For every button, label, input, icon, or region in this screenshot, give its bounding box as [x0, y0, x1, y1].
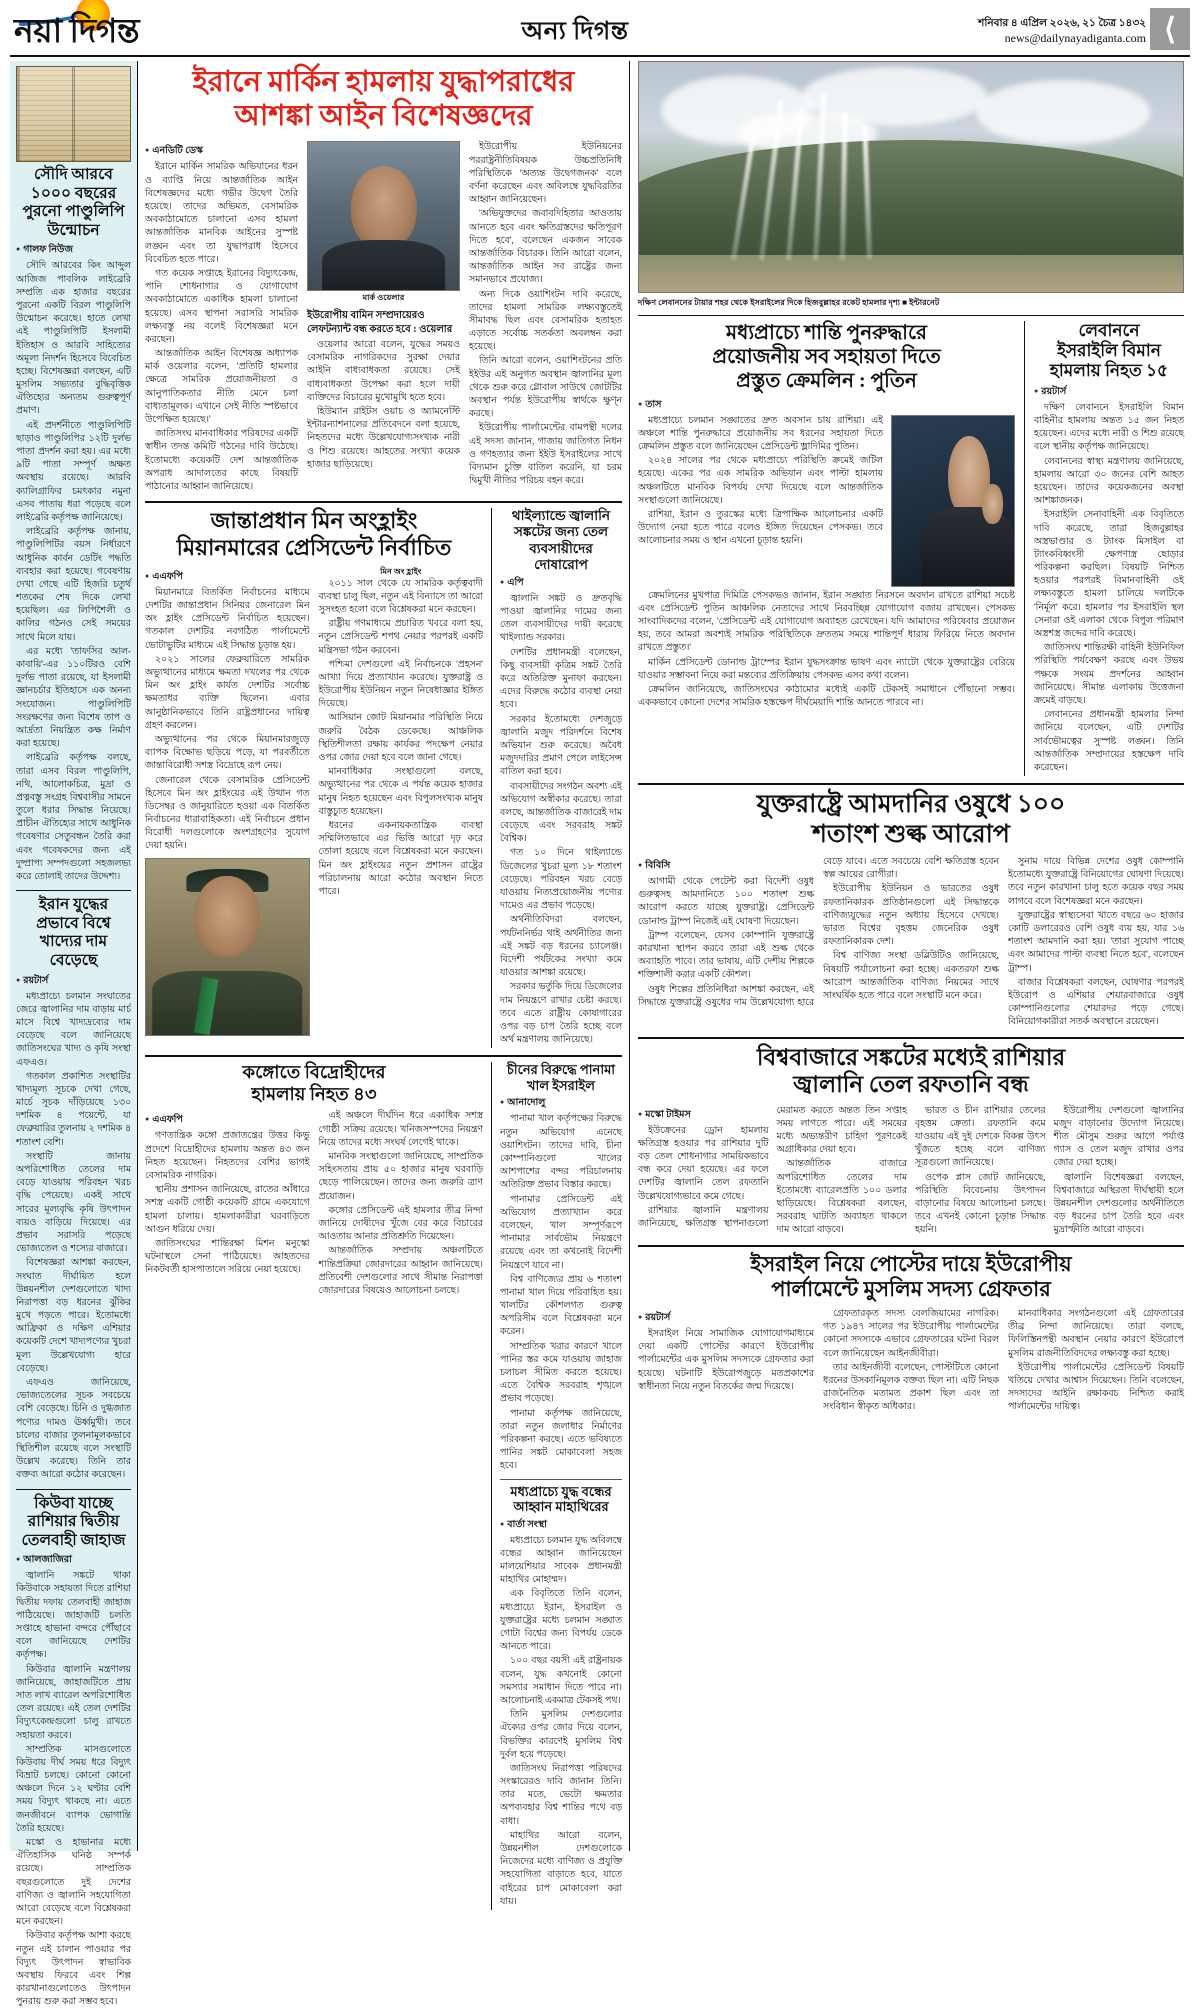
paragraph: কিউবার জ্বালানি মন্ত্রণালয় জানিয়েছে, জাহাজটিতে প্রায় সাত লাখ ব্যারেল অপরিশোধিত তেল রয়েছে। এই তেল দেশটির বিদ্যুৎকেন্দ্রগুলো চালু রাখতে সহায়তা করবে। [16, 1664, 131, 1743]
paragraph: ইসরাইল নিয়ে সামাজিক যোগাযোগমাধ্যমে দেয়া একটি পোস্টের কারণে ইউরোপীয় পার্লামেন্টের এক মুসলিম সদস্যকে গ্রেফতার করা হয়েছে। ঘটনাটি ইউরোপজুড়ে মতপ্রকাশের স্বাধীনতা নিয়ে নতুন বিতর্কের জন্ম দিয়েছে। [638, 1328, 814, 1394]
congo-headline-line2[interactable]: হামলায় নিহত ৪৩ [145, 1084, 483, 1106]
page-body [10, 61, 1190, 1851]
putin-photo [891, 415, 1015, 587]
paragraph: বিশেষজ্ঞরা আশঙ্কা করছেন, সংঘাত দীর্ঘায়িত হলে উন্নয়নশীল দেশগুলোতে খাদ্য নিরাপত্তা বড় ধরনের ঝুঁকির মুখে পড়তে পারে। ইতোমধ্যে আফ্রিকা ও দক্ষিণ এশিয়ার কয়েকটি দেশে খাদ্যপণ্যের খুচরা মূল্য উল্লেখযোগ্য হারে বেড়েছে। [16, 1257, 131, 1376]
section-title: অন্য দিগন্ত [260, 5, 890, 54]
story-tariff [638, 790, 1184, 1029]
paragraph: পানামা খাল কর্তৃপক্ষের বিরুদ্ধে নতুন অভিযোগ এনেছে ওয়াশিংটন। তাদের দাবি, চীনা কোম্পানিগুলো খালের আশপাশের বন্দর পরিচালনায় অতিরিক্ত প্রভাব বিস্তার করছে। [500, 1113, 622, 1192]
newspaper-logo[interactable] [10, 0, 260, 61]
paragraph: ইউরোপীয় পার্লামেন্টের বামপন্থী দলের এই সদস্য জানান, গাজায় জাতিগত নিধন ও গণহত্যার জন্য ইইউ ইসরাইলের সাথে বিদ্যমান চুক্তি বাতিল করেনি, যা চরম দ্বিমুখী নীতির পরিচয় বহন করে। [469, 422, 622, 488]
paragraph: ওপেক প্লাস জোট জানিয়েছে, পরিস্থিতি বিবেচনায় উৎপাদন বাড়ানোর বিষয়ে আলোচনা চলছে। তবে এখনই কোনো চূড়ান্ত সিদ্ধান্ত হয়নি। [915, 1172, 1046, 1238]
paragraph: রাষ্ট্রীয় গণমাধ্যমে প্রচারিত খবরে বলা হয়, নতুন প্রেসিডেন্ট শপথ নেয়ার পরপরই একটি মন্ত্রিসভা গঠন করবেন। [319, 618, 484, 658]
paragraph: এর মধ্যে 'তাফসির আল-কাবায়ি'-এর ১১০টিরও বেশি দুর্লভ পাতা রয়েছে, যা ইসলামী জ্ঞানচর্চার ইতিহাসে এক অনন্য সংযোজন। পাণ্ডুলিপিটি সংরক্ষণের জন্য বিশেষ তাপ ও আর্দ্রতা নিয়ন্ত্রিত কক্ষ নির্মাণ করা হয়েছে। [16, 646, 131, 752]
tariff-headline-line1[interactable]: যুক্তরাষ্ট্রে আমদানির ওষুধে ১০০ [638, 790, 1184, 820]
story-myanmar [145, 508, 492, 1048]
paragraph: বিশ্ব বাণিজ্যের প্রায় ৬ শতাংশ পানামা খাল দিয়ে পরিবাহিত হয়। খালটির কৌশলগত গুরুত্ব অপরিসীম বলে বিশ্লেষকরা মনে করেন। [500, 1274, 622, 1340]
paragraph: লেবাননের স্বাস্থ্য মন্ত্রণালয় জানিয়েছে, হামলায় আরো ৩০ জনের বেশি আহত হয়েছেন। তাদের কয়েকজনের অবস্থা আশঙ্কাজনক। [1034, 456, 1184, 509]
story-panama-mahathir [500, 1062, 622, 1910]
thai-headline-line2[interactable]: সঙ্কটের জন্য তেল [500, 524, 622, 540]
paragraph: জ্বালানি সঙ্কটে থাকা কিউবাকে সহায়তা দিতে রাশিয়া দ্বিতীয় দফায় তেলবাহী জাহাজ পাঠিয়েছে। জাহাজটি চলতি সপ্তাহে হাভানা বন্দরে পৌঁছাবে বলে জানিয়েছে দেশটির কর্তৃপক্ষ। [16, 1570, 131, 1662]
right-divider-2 [638, 783, 1184, 785]
logo-text: নয়া দিগন্ত [10, 5, 139, 61]
sidebar-headline-3[interactable]: কিউবা যাচ্ছে রাশিয়ার দ্বিতীয় তেলবাহী জাহাজ [16, 1495, 131, 1551]
paragraph: কঙ্গোর প্রেসিডেন্ট এই হামলার তীব্র নিন্দা জানিয়ে দোষীদের খুঁজে বের করে বিচারের আওতায় আনার প্রতিশ্রুতি দিয়েছেন। [319, 1205, 484, 1245]
mid-row-myanmar-thai [145, 508, 622, 1048]
mep-byline: ● রয়টার্স [638, 1311, 814, 1326]
paragraph: সাম্প্রতিক খরার কারণে খালে পানির স্তর কমে যাওয়ায় জাহাজ চলাচল সীমিত করতে হয়েছে। এতে বৈশ্বিক সরবরাহ শৃঙ্খলে প্রভাব পড়েছে। [500, 1341, 622, 1407]
thai-headline-line1[interactable]: থাইল্যান্ডে জ্বালানি [500, 508, 622, 524]
caption-lebanon-row [638, 296, 1184, 309]
paragraph: ব্যবসায়ীদের সংগঠন অবশ্য এই অভিযোগ অস্বীকার করেছে। তারা বলছে, আন্তর্জাতিক বাজারেই দাম বেড়েছে এবং সরবরাহ সঙ্কট বৈশ্বিক। [500, 781, 622, 847]
photo-credit: ■ ইন্টারনেট [902, 298, 939, 307]
putin-lebanon-row [638, 321, 1184, 776]
paragraph: পশ্চিমা দেশগুলো এই নির্বাচনকে 'প্রহসন' আখ্যা দিয়ে প্রত্যাখ্যান করেছে। যুক্তরাষ্ট্র ও ইউরোপীয় ইউনিয়ন নতুন নিষেধাজ্ঞার ইঙ্গিত দিয়েছে। [319, 659, 484, 712]
russia-oil-byline: ● মস্কো টাইমস [638, 1108, 769, 1123]
paragraph: পানামা কর্তৃপক্ষ জানিয়েছে, তারা নতুন জলাধার নির্মাণের পরিকল্পনা করছে। এতে ভবিষ্যতে পানির সঙ্কট মোকাবেলা সহজ হবে। [500, 1408, 622, 1474]
lead-story [145, 61, 622, 494]
sidebar-headline-2[interactable]: ইরান যুদ্ধের প্রভাবে বিশ্বে খাদ্যের দাম বেড়েছে [16, 896, 131, 970]
story-lebanon [1034, 321, 1184, 776]
paragraph: ইসরাইলি সেনাবাহিনী এক বিবৃতিতে দাবি করেছে, তারা হিজবুল্লাহর অস্ত্রভাণ্ডার ও ট্যাংক মিসাইল বা ট্যাংকবিধ্বংসী ক্ষেপণাস্ত্র ছোড়ার পরিকল্পনা করছিল। বিষয়টি নিশ্চিত হওয়ার পরপরই বিমানবাহিনী ওই লক্ষ্যবস্তুতে হামলা চালিয়ে দলটিকে 'নির্মূল' করে। হামলার পর ইসরাইলি স্থল সেনারা ওই এলাকা থেকে বিপুল পরিমাণ অস্ত্রশস্ত্র জব্দের দাবি করেছে। [1034, 509, 1184, 641]
sidebar-story-cuba [16, 1495, 131, 2009]
congo-byline: ● এএফপি [145, 1113, 310, 1128]
putin-photo-wrap [891, 415, 1015, 587]
paragraph: ধরনের একনায়কতান্ত্রিক ব্যবস্থা সম্মিলিতভাবে এর ভিত্তি আরো দৃঢ় করে তোলা হয়েছে বলে বিশ্লেষকরা মনে করছেন। মিন অং হ্লাইংয়ের নতুন প্রশাসন রাষ্ট্রের পরিচালনায় আরো কঠোর অবস্থান নিতে পারে। [319, 820, 484, 899]
lebanon-headline-line1[interactable]: লেবাননে [1034, 321, 1184, 341]
lead-subhead: ইউরোপীয় বামিন সম্প্রদায়েরও লেফটন্যান্ট বন্ধ করতে হবে : ওয়েলার [307, 309, 460, 336]
rocket-attack-photo [638, 61, 1184, 293]
mep-headline-line2[interactable]: পার্লামেন্টে মুসলিম সদস্য গ্রেফতার [638, 1277, 1184, 1302]
paragraph: ইউরোপীয় দেশগুলো জ্বালানির মজুদ বাড়ানোর উদ্যোগ নিয়েছে। শীত মৌসুম শুরুর আগে পর্যাপ্ত গ্যাস ও তেল মজুদ রাখার ওপর জোর দেয়া হচ্ছে। [1054, 1105, 1185, 1171]
myanmar-headline-line1[interactable]: জান্তাপ্রধান মিন অংহ্লাইং [145, 508, 483, 534]
weller-portrait-photo [307, 141, 460, 291]
right-column [630, 61, 1190, 1851]
paragraph: আন্তর্জাতিক আইন বিশেষজ্ঞ অধ্যাপক মার্ক ওয়েলার বলেন, 'প্রতিটি হামলার ক্ষেত্রে সামরিক প্রয়োজনীয়তা ও আনুপাতিকতার নীতি মেনে চলা বাধ্যতামূলক। এখানে সেই নীতি স্পষ্টভাবে উপেক্ষিত হয়েছে।' [145, 348, 298, 427]
panama-headline-line1[interactable]: চীনের বিরুদ্ধে পানামা [500, 1062, 622, 1078]
putin-headline-line1[interactable]: মধ্যপ্রাচ্যে শান্তি পুনরুদ্ধারে [638, 321, 1015, 345]
paragraph: লাইব্রেরি কর্তৃপক্ষ বলছে, তারা এসব বিরল পাণ্ডুলিপি, নথি, আলোকচিত্র, মুদ্রা ও প্রত্নবস্তু সংগ্রহ বিশ্ববাসীর সামনে তুলে ধরার সিদ্ধান্ত নিয়েছে। প্রাচীন ঐতিহ্যের সাথে আধুনিক গবেষণার সেতুবন্ধন তৈরি করা এবং গবেষকদের জন্য এই দুষ্প্রাপ্য সম্পদগুলো সহজলভ্য করে তোলাই তাদের উদ্দেশ্য। [16, 752, 131, 884]
paragraph: গত ১০ দিনে থাইল্যান্ডে ডিজেলের খুচরা মূল্য ১৮ শতাংশ বেড়েছে। পরিবহন খরচ বেড়ে যাওয়ায় নিত্যপ্রয়োজনীয় পণ্যের দামেও এর প্রভাব পড়েছে। [500, 847, 622, 913]
panama-headline-line2[interactable]: খাল ইসরাইল [500, 1078, 622, 1094]
paragraph: মধ্যপ্রাচ্যে চলমান সঙ্ঘাতের দ্রুত অবসান চায় রাশিয়া। এই অঞ্চলে শান্তি পুনরুদ্ধারে প্রয়োজনীয় সব ধরনের সহায়তা দিতে ক্রেমলিন প্রস্তুত বলে জানিয়েছেন প্রেসিডেন্ট ভ্লাদিমির পুতিন। [638, 415, 883, 455]
paragraph: এই প্রদর্শনীতে পাণ্ডুলিপিটি ছাড়াও পাণ্ডুলিপির ১২টি দুর্লভ পাতা প্রদর্শন করা হয়। এর মধ্যে ৯টি পাতা সম্পূর্ণ অক্ষত অবস্থায় রয়েছে। আরবি ক্যালিগ্রাফির চমৎকার নমুনা এসব পাতায় ধরা পড়েছে বলে লাইব্রেরি কর্তৃপক্ষ জানিয়েছে। [16, 420, 131, 526]
putin-headline-line2[interactable]: প্রয়োজনীয় সব সহায়তা দিতে [638, 345, 1015, 369]
paragraph: গত কয়েক সপ্তাহে ইরানের বিদ্যুৎকেন্দ্র, পানি শোধনাগার ও যোগাযোগ অবকাঠামোতে একাধিক হামলা চালানো হয়েছে। এসব স্থাপনা সরাসরি সামরিক লক্ষ্যবস্তু নয় বলেই বিশেষজ্ঞরা মনে করছেন। [145, 268, 298, 347]
mid-divider-2 [145, 1055, 622, 1057]
sidebar-byline-2: ● রয়টার্স [16, 974, 131, 989]
photo-caption-wrap [638, 296, 1184, 309]
putin-suit-shape [921, 507, 1014, 585]
paragraph: 'অভিযুক্তদের জবাবদিহিতার আওতায় আনতে হবে এবং ক্ষতিগ্রস্তদের ক্ষতিপূরণ দিতে হবে', বলেছেন একজন সাবেক আন্তর্জাতিক বিচারক। তিনি আরো বলেন, আন্তর্জাতিক আইন সব রাষ্ট্রের জন্য সমানভাবে প্রযোজ্য। [469, 208, 622, 287]
russia-oil-headline-line1[interactable]: বিশ্ববাজারে সঙ্কটের মধ্যেই রাশিয়ার [638, 1044, 1184, 1072]
weller-photo-caption: মার্ক ওয়েলার [307, 293, 460, 304]
putin-byline: ● তাস [638, 398, 1015, 413]
paragraph: ভারত ও চীন রাশিয়ার তেলের বৃহত্তম ক্রেতা। রফতানি কমে যাওয়ায় এই দুই দেশকে বিকল্প উৎস খুঁজতে হচ্ছে বলে বাণিজ্য সূত্রগুলো জানিয়েছে। [915, 1105, 1046, 1171]
hillside-shape [638, 140, 1184, 260]
myanmar-byline: ● এএফপি [145, 570, 310, 585]
date-line: শনিবার ৪ এপ্রিল ২০২৬, ২১ চৈত্র ১৪৩২ [890, 17, 1146, 31]
paragraph: সরকার ভর্তুকি দিয়ে ডিজেলের দাম নিয়ন্ত্রণে রাখার চেষ্টা করছে। তবে এতে রাষ্ট্রীয় কোষাগারের ওপর বড় চাপ তৈরি হচ্ছে বলে অর্থ মন্ত্রণালয় জানিয়েছে। [500, 981, 622, 1047]
email-address: news@dailynayadiganta.com [890, 31, 1146, 47]
paragraph: কিউবার কর্তৃপক্ষ আশা করছে নতুন এই চালান পাওয়ার পর বিদ্যুৎ উৎপাদন স্বাভাবিক অবস্থায় ফিরবে এবং শিল্প কারখানাগুলোতেও উৎপাদন পুনরায় শুরু করা সম্ভব হবে। [16, 1930, 131, 2009]
paragraph: গণতান্ত্রিক কঙ্গো প্রজাতন্ত্রের উত্তর কিভু প্রদেশে বিদ্রোহীদের হামলায় অন্তত ৪৩ জন নিহত হয়েছেন। নিহতদের বেশির ভাগই বেসামরিক নাগরিক। [145, 1130, 310, 1183]
thai-headline-line3[interactable]: ব্যবসায়ীদের [500, 541, 622, 557]
thai-byline: ● এপি [500, 576, 622, 591]
paragraph: হিউম্যান রাইটস ওয়াচ ও অ্যামনেস্টি ইন্টারন্যাশনালের প্রতিবেদনে বলা হয়েছে, নিহতদের মধ্যে উল্লেখযোগ্যসংখ্যক নারী ও শিশু রয়েছে। আহতের সংখ্যা কয়েক হাজার ছাড়িয়েছে। [307, 406, 460, 472]
paragraph: ওষুধ শিল্পের প্রতিনিধিরা আশঙ্কা করছেন, এই সিদ্ধান্তে যুক্তরাষ্ট্রে ওষুধের দাম উল্লেখযোগ্য হারে বেড়ে যাবে। এতে সবচেয়ে বেশি ক্ষতিগ্রস্ত হবেন স্বল্প আয়ের রোগীরা। [638, 856, 999, 1029]
tariff-headline-line2[interactable]: শতাংশ শুল্ক আরোপ [638, 820, 1184, 850]
paragraph: দক্ষিণ লেবাননে ইসরাইলি বিমান বাহিনীর হামলায় অন্তত ১৫ জন নিহত হয়েছেন। এদের মধ্যে নারী ও শিশু রয়েছে বলে স্থানীয় কর্তৃপক্ষ জানিয়েছে। [1034, 402, 1184, 455]
story-mep-arrest [638, 1252, 1184, 1415]
paragraph: সরকার ইতোমধ্যে দেশজুড়ে জ্বালানি মজুদ পরিদর্শনে বিশেষ অভিযান শুরু করেছে। অবৈধ মজুদদারির প্রমাণ পেলে লাইসেন্স বাতিল করা হবে। [500, 714, 622, 780]
paragraph: মস্কো ও হাভানার মধ্যে ঐতিহাসিক ঘনিষ্ঠ সম্পর্ক রয়েছে। সাম্প্রতিক বছরগুলোতে দুই দেশের বাণিজ্য ও জ্বালানি সহযোগিতা আরো বেড়েছে বলে বিশ্লেষকরা মনে করছেন। [16, 1837, 131, 1929]
sidebar-story-food-prices [16, 896, 131, 1482]
rockets-photo-caption: দক্ষিণ লেবাননের টায়ার শহর থেকে ইসরাইলের দিকে হিজবুল্লাহর রকেট হামলার দৃশ্য ■ ইন্টারনেট [638, 298, 1178, 309]
sidebar-divider-1 [16, 890, 131, 891]
story-putin [638, 321, 1025, 776]
lead-byline: ● এনডিটি ডেস্ক [145, 144, 298, 159]
general-uniform-shape [153, 971, 303, 1034]
sidebar-byline-1: ● গালফ নিউজ [16, 243, 131, 258]
portrait-torso-shape [322, 240, 446, 290]
paragraph: তিনি আরো বলেন, ওয়াশিংটনের প্রতি ইইউর এই অনুগত অবস্থান জ্বালানির মূল্য থেকে শুরু করে গ্লোবাল সাউথে জোটটির অবস্থান পর্যন্ত ইউরোপীয় স্বার্থকে ক্ষুণ্ন করছে। [469, 355, 622, 421]
sidebar-divider-2 [16, 1489, 131, 1490]
portrait-head-shape [350, 166, 416, 249]
paragraph: আসিয়ান জোট মিয়ানমার পরিস্থিতি নিয়ে জরুরি বৈঠক ডেকেছে। আঞ্চলিক স্থিতিশীলতা রক্ষায় কার্যকর পদক্ষেপ নেয়ার ওপর জোর দেয়া হবে বলে জানা গেছে। [319, 712, 484, 765]
sidebar-headline-1[interactable]: সৌদি আরবে ১০০০ বছরের পুরনো পাণ্ডুলিপি উন্মোচন [16, 166, 131, 240]
paragraph: ২০১১ সাল থেকে যে সামরিক কর্তৃত্ববাদী ব্যবস্থা চালু ছিল, নতুন এই বিন্যাসে তা আরো সুসংহত হলো বলে বিশ্লেষকরা মনে করছেন। [319, 578, 484, 618]
paragraph: সংস্থাটি জানায় অপরিশোধিত তেলের দাম বেড়ে যাওয়ায় পরিবহন খরচ বৃদ্ধি পেয়েছে। একই সাথে সারের মূল্যবৃদ্ধি কৃষি উৎপাদন ব্যয়ও বাড়িয়ে দিয়েছে। এর প্রভাব সরাসরি পড়েছে ভোজ্যতেল ও শস্যের বাজারে। [16, 1151, 131, 1257]
paragraph: আন্তর্জাতিক সম্প্রদায় অঞ্চলটিতে শান্তিপ্রক্রিয়া জোরদারের আহ্বান জানিয়েছে। প্রতিবেশী দেশগুলোর সাথে সীমান্ত নিরাপত্তা জোরদারের বিষয়েও আলোচনা চলছে। [319, 1245, 484, 1298]
paragraph: ইউক্রেনের ড্রোন হামলায় ক্ষতিগ্রস্ত হওয়ার পর রাশিয়ার দুটি বড় তেল শোধনাগার সাময়িকভাবে বন্ধ করে দেয়া হয়েছে। এর ফলে দেশটির জ্বালানি তেল রফতানি উল্লেখযোগ্যভাবে কমে গেছে। [638, 1125, 769, 1204]
sidebar-byline-3: ● আলজাজিরা [16, 1553, 131, 1568]
sidebar-story-manuscript [16, 66, 131, 884]
panama-mahathir-divider [500, 1479, 622, 1480]
middle-column [138, 61, 630, 1851]
paragraph: লাইব্রেরি কর্তৃপক্ষ জানায়, পাণ্ডুলিপিটির বয়স নির্ধারণে আধুনিক কার্বন ডেটিং পদ্ধতি ব্যবহার করা হয়েছে। গবেষণায় দেখা গেছে এটি হিজরি চতুর্থ শতকের শেষ দিকে লেখা হয়েছিল। এর লিপিশৈলী ও কালির গঠনও সেই সময়ের সাথে মিলে যায়। [16, 526, 131, 645]
putin-text-photo-row [638, 415, 1015, 587]
paragraph: ওয়েলার আরো বলেন, যুদ্ধের সময়ও বেসামরিক নাগরিকদের সুরক্ষা দেয়ার আইনি বাধ্যবাধকতা রয়েছে। সেই বাধ্যবাধকতা উপেক্ষা করা হলে দায়ী ব্যক্তিদের বিচারের মুখোমুখি হতে হবে। [307, 339, 460, 405]
paragraph: মার্কিন প্রেসিডেন্ট ডোনাল্ড ট্রাম্পের ইরান যুদ্ধসংক্রান্ত ভাষণ এবং ন্যাটো থেকে যুক্তরাষ্ট্রের বেরিয়ে যাওয়ার সম্ভাবনা নিয়ে করা মন্তব্যের প্রতিক্রিয়ায় পেসকভ এসব কথা বলেন। [638, 657, 1015, 683]
paragraph: ১০০ বছর বয়সী এই রাষ্ট্রনায়ক বলেন, যুদ্ধ কখনোই কোনো সমস্যার সমাধান দিতে পারে না। আলোচনাই একমাত্র টেকসই পথ। [500, 1655, 622, 1708]
nd-badge-icon: ⟨ [1150, 8, 1190, 50]
putin-hand-shape [982, 484, 1003, 525]
congo-headline-line1[interactable]: কঙ্গোতে বিদ্রোহীদের [145, 1062, 483, 1084]
paragraph: আন্তর্জাতিক বাজারে অপরিশোধিত তেলের দাম ইতোমধ্যে ব্যারেলপ্রতি ১০০ ডলার ছাড়িয়েছে। বিশ্লেষকরা বলছেন, সরবরাহ ঘাটতি অব্যাহত থাকলে দাম আরো বাড়বে। [777, 1158, 908, 1237]
paragraph: অর্থনীতিবিদরা বলছেন, পর্যটননির্ভর থাই অর্থনীতির জন্য এই সঙ্কট বড় ধরনের চ্যালেঞ্জ। বিদেশী পর্যটকের সংখ্যা কমে যাওয়ার আশঙ্কা রয়েছে। [500, 914, 622, 980]
paragraph: এই অঞ্চলে দীর্ঘদিন ধরে একাধিক সশস্ত্র গোষ্ঠী সক্রিয় রয়েছে। খনিজসম্পদের নিয়ন্ত্রণ নিয়ে তাদের মধ্যে সংঘর্ষ লেগেই থাকে। [319, 1110, 484, 1150]
lead-headline-line2[interactable]: আশঙ্কা আইন বিশেষজ্ঞদের [145, 99, 622, 133]
manuscript-photo [16, 66, 131, 162]
putin-intro-text [638, 415, 883, 587]
paragraph: পানামার প্রেসিডেন্ট এই অভিযোগ প্রত্যাখ্যান করে বলেছেন, খাল সম্পূর্ণরূপে পানামার সার্বভৌম নিয়ন্ত্রণে রয়েছে এবং তা কখনোই বিদেশী নিয়ন্ত্রণে যাবে না। [500, 1194, 622, 1273]
paragraph: মধ্যপ্রাচ্যে চলমান যুদ্ধ অবিলম্বে বন্ধের আহ্বান জানিয়েছেন মালয়েশিয়ার সাবেক প্রধানমন্ত্রী মাহাথির মোহাম্মদ। [500, 1535, 622, 1588]
story-thailand [500, 508, 622, 1048]
paragraph: জাতিসংঘ শান্তিরক্ষী বাহিনী ইউনিফিল পরিস্থিতি পর্যবেক্ষণ করছে এবং উভয় পক্ষকে সংযম প্রদর্শনের আহ্বান জানিয়েছে। সীমান্ত এলাকায় উত্তেজনা ক্রমেই বাড়ছে। [1034, 642, 1184, 708]
paragraph: বাজার বিশ্লেষকরা বলছেন, ঘোষণার পরপরই ইউরোপ ও এশিয়ার শেয়ারবাজারে ওষুধ কোম্পানিগুলোর শেয়ারদর পড়ে গেছে। বিনিয়োগকারীরা সতর্ক অবস্থানে রয়েছেন। [1008, 977, 1184, 1030]
paragraph: ইরানে মার্কিন সামরিক অভিযানের ধরন ও ব্যাপ্তি নিয়ে আন্তর্জাতিক আইন বিশেষজ্ঞদের মধ্যে গভীর উদ্বেগ তৈরি হয়েছে। তাদের অভিমত, বেসামরিক অবকাঠামোতে চালানো এসব হামলা আন্তর্জাতিক মানবিক আইনের সুস্পষ্ট লঙ্ঘন এবং তা যুদ্ধাপরাধ হিসেবে বিবেচিত হতে পারে। [145, 161, 298, 267]
paragraph: ইউরোপীয় ইউনিয়ন ও ভারতের ওষুধ রফতানিকারক প্রতিষ্ঠানগুলো এই সিদ্ধান্তকে বাণিজ্যযুদ্ধের নতুন অধ্যায় হিসেবে দেখছে। ভারত বিশ্বের বৃহত্তম জেনেরিক ওষুধ রফতানিকারক দেশ। [823, 883, 999, 949]
paragraph: আগামী থেকে পেটেন্ট করা বিদেশী ওষুধ গুরুত্বসহ আমদানিতে ১০০ শতাংশ শুল্ক আরোপ করতে যাচ্ছে যুক্তরাষ্ট্র। প্রেসিডেন্ট ডোনাল্ড ট্রাম্প নিজেই এই ঘোষণা দিয়েছেন। [638, 876, 814, 929]
story-russia-oil [638, 1044, 1184, 1238]
paragraph: বিশ্ব বাণিজ্য সংস্থা ডব্লিউটিও জানিয়েছে, বিষয়টি পর্যালোচনা করা হচ্ছে। একতরফা শুল্ক আরোপ আন্তর্জাতিক বাণিজ্য নিয়মের সাথে সাংঘর্ষিক হতে পারে বলে সংস্থাটি মনে করে। [823, 950, 999, 1003]
paragraph: গ্রেফতারকৃত সদস্য বেলজিয়ামের নাগরিক। গত ১৯৪৭ সালের পর ইউরোপীয় পার্লামেন্টের কোনো সদস্যকে এভাবে গ্রেফতারের ঘটনা বিরল বলে জানিয়েছেন আইনজীবীরা। [823, 1308, 999, 1361]
putin-headline-line3[interactable]: প্রস্তুত ক্রেমলিন : পুতিন [638, 369, 1015, 393]
left-sidebar [10, 61, 138, 1851]
paragraph: মানবাধিকার সংগঠনগুলো এই গ্রেফতারের তীব্র নিন্দা জানিয়েছে। তারা বলছে, ফিলিস্তিনপন্থী অবস্থান নেয়ার কারণে ইউরোপে মুসলিম রাজনীতিবিদদের লক্ষ্যবস্তু করা হচ্ছে। [1008, 1308, 1184, 1361]
rockets-photo-block [638, 61, 1184, 293]
paragraph: মানবাধিকার সংস্থাগুলো বলছে, অভ্যুত্থানের পর থেকে এ পর্যন্ত কয়েক হাজার মানুষ নিহত হয়েছেন এবং বিপুলসংখ্যক মানুষ বাস্তুচ্যুত হয়েছেন। [319, 766, 484, 819]
paragraph: দেশটির প্রধানমন্ত্রী বলেছেন, কিছু ব্যবসায়ী কৃত্রিম সঙ্কট তৈরি করে অতিরিক্ত মুনাফা করছেন। এদের বিরুদ্ধে কঠোর ব্যবস্থা নেয়া হবে। [500, 647, 622, 713]
myanmar-photo-caption: মিন অং হ্লাইং [319, 567, 484, 578]
paragraph: ইউরোপীয় ইউনিয়নের পররাষ্ট্রনীতিবিষয়ক উচ্চপ্রতিনিধি পরিস্থিতিকে 'অত্যন্ত উদ্বেগজনক' বলে বর্ণনা করেছেন এবং অবিলম্বে যুদ্ধবিরতির আহ্বান জানিয়েছেন। [469, 141, 622, 207]
right-divider-4 [638, 1245, 1184, 1247]
paragraph: ক্রেমলিনের মুখপাত্র দিমিত্রি পেসকভও জানান, ইরান সঙ্ঘাত নিরসনে অবদান রাখতে রাশিয়া সচেষ্ট এবং প্রেসিডেন্ট পুতিন আঞ্চলিক নেতাদের সাথে নিরবচ্ছিন্ন যোগাযোগ বজায় রাখছেন। পেসকভ সাংবাদিকদের বলেন, 'প্রেসিডেন্ট এই যোগাযোগ অব্যাহত রেখেছেন। যদি আমাদের পরিষেবার প্রয়োজন হয়, তবে আমরা অবশ্যই সামরিক পরিস্থিতিকে দ্রুততম সময়ে শান্তিপূর্ণ ধারায় ফিরিয়ে নিতে অবদান রাখতে প্রস্তুত।' [638, 590, 1015, 656]
paragraph: তিনি মুসলিম দেশগুলোর ঐক্যের ওপর জোর দিয়ে বলেন, বিভক্তির কারণেই মুসলিম বিশ্ব দুর্বল হয়ে পড়েছে। [500, 1709, 622, 1762]
mahathir-headline-line1[interactable]: মধ্যপ্রাচ্যে যুদ্ধ বন্ধের [500, 1484, 622, 1500]
paragraph: ইউরোপীয় পার্লামেন্টের প্রেসিডেন্ট বিষয়টি খতিয়ে দেখার আশ্বাস দিয়েছেন। তিনি বলেছেন, সদস্যদের আইনি রক্ষাকবচ নিশ্চিত করাই পার্লামেন্টের দায়িত্ব। [1008, 1362, 1184, 1415]
paragraph: সুনাম দায়ে বিভিন্ন দেশের ওষুধ কোম্পানি ইতোমধ্যে যুক্তরাষ্ট্রে বিনিয়োগের ঘোষণা দিয়েছে। তবে নতুন কারখানা চালু হতে কয়েক বছর সময় লাগবে বলে বিশেষজ্ঞরা মনে করছেন। [1008, 856, 1184, 909]
paragraph: জ্বালানি সঙ্কট ও দ্রুতবৃদ্ধি পাওয়া জ্বালানির দামের জন্য তেল ব্যবসায়ীদের দায়ী করেছে থাইল্যান্ড সরকার। [500, 593, 622, 646]
lead-headline-line1[interactable]: ইরানে মার্কিন হামলায় যুদ্ধাপরাধের [145, 61, 622, 99]
paragraph: এফএও জানিয়েছে, ভোজ্যতেলের সূচক সবচেয়ে বেশি বেড়েছে। চিনি ও দুগ্ধজাত পণ্যের দামও ঊর্ধ্বমুখী। তবে চালের বাজার তুলনামূলকভাবে স্থিতিশীল রয়েছে বলে সংস্থাটি উল্লেখ করেছে। তিনি তার বক্তব্য আরো কঠোর করেছেন। [16, 1377, 131, 1483]
paragraph: অভ্যুত্থানের পর থেকে মিয়ানমারজুড়ে ব্যাপক বিক্ষোভ ছড়িয়ে পড়ে, যা পরবর্তীতে জান্তাবিরোধী সশস্ত্র বিদ্রোহে রূপ নেয়। [145, 734, 310, 774]
mid-row-bottom [145, 1062, 622, 1910]
paragraph: যুক্তরাষ্ট্রের স্বাস্থ্যসেবা খাতে বছরে ৬০ হাজার কোটি ডলারেরও বেশি ওষুধ ব্যয় হয়, যার ১৬ শতাংশ আমদানি করা হয়। 'তারা সুযোগ পাচ্ছে এবং আমাদের পাল্টা ব্যবস্থা নিতে হবে', বলেছেন ট্রাম্প। [1008, 910, 1184, 976]
tariff-byline: ● বিবিসি [638, 859, 814, 874]
myanmar-headline-line2[interactable]: মিয়ানমারের প্রেসিডেন্ট নির্বাচিত [145, 535, 483, 561]
lebanon-headline-line2[interactable]: ইসরাইলি বিমান [1034, 341, 1184, 361]
lebanon-headline-line3[interactable]: হামলায় নিহত ১৫ [1034, 361, 1184, 381]
paragraph: মিয়ানমারে বিতর্কিত নির্বাচনের মাধ্যমে দেশটির জান্তাপ্রধান সিনিয়র জেনারেল মিন অং হ্লাইং প্রেসিডেন্ট নির্বাচিত হয়েছেন। গতকাল দেশটির নবগঠিত পার্লামেন্টে ভোটাভুটির মাধ্যমে এই সিদ্ধান্ত চূড়ান্ত হয়। [145, 587, 310, 653]
paragraph: তার আইনজীবী বলেছেন, পোস্টটিতে কোনো ধরনের উসকানিমূলক বক্তব্য ছিল না। এটি নিছক রাজনৈতিক মতামত প্রকাশ ছিল এবং তা সংবিধান স্বীকৃত অধিকার। [823, 1362, 999, 1415]
mep-headline-line1[interactable]: ইসরাইল নিয়ে পোস্টের দায়ে ইউরোপীয় [638, 1252, 1184, 1277]
min-aung-hlaing-photo [145, 858, 310, 1036]
right-divider-1 [638, 315, 1184, 316]
paragraph: ক্রেমলিন জানিয়েছে, জাতিসংঘের কাঠামোর মধ্যেই একটি টেকসই সমাধানে পৌঁছানো সম্ভব। এককভাবে কোনো দেশের সামরিক হস্তক্ষেপ দীর্ঘমেয়াদি শান্তি আনতে পারবে না। [638, 684, 1015, 710]
paragraph: এক বিবৃতিতে তিনি বলেন, মধ্যপ্রাচ্যে ইরান, ইসরাইল ও যুক্তরাষ্ট্রের মধ্যে চলমান সঙ্ঘাত গোটা বিশ্বের জন্য বিপর্যয় ডেকে আনতে পারে। [500, 1588, 622, 1654]
cloud-shape [976, 80, 1150, 144]
story-congo [145, 1062, 492, 1910]
right-divider-3 [638, 1037, 1184, 1039]
paragraph: জ্বালানি বিশেষজ্ঞরা বলছেন, বিশ্ববাজারে অস্থিরতা দীর্ঘস্থায়ী হলে উন্নয়নশীল দেশগুলোর অর্থনীতিতে বড় ধরনের চাপ তৈরি হবে এবং মুদ্রাস্ফীতি আরো বাড়বে। [1054, 1172, 1185, 1238]
paragraph: জাতিসংঘ মানবাধিকার পরিষদের একটি স্বাধীন তদন্ত কমিটি গঠনের দাবি উঠেছে। ইতোমধ্যে কয়েকটি দেশ আন্তর্জাতিক অপরাধ আদালতের কাছে বিষয়টি পাঠানোর আহ্বান জানিয়েছে। [145, 428, 298, 494]
mahathir-headline-line2[interactable]: আহ্বান মাহাথিরের [500, 1499, 622, 1515]
paragraph: মানবিক সংস্থাগুলো জানিয়েছে, সাম্প্রতিক সহিংসতায় প্রায় ৫০ হাজার মানুষ ঘরবাড়ি ছেড়ে পালিয়েছেন। তাদের জন্য জরুরি ত্রাণ প্রয়োজন। [319, 1151, 484, 1204]
paragraph: রাশিয়া, ইরান ও তুরস্কের মধ্যে ত্রিপাক্ষিক আলোচনার একটি উদ্যোগ নেয়া হতে পারে বলেও ইঙ্গিত দিয়েছেন পেসকভ। তবে আলোচনার সময় ও স্থান এখনো চূড়ান্ত হয়নি। [638, 509, 883, 549]
paragraph: মাহাথির আরো বলেন, উন্নয়নশীল দেশগুলোকে নিজেদের মধ্যে বাণিজ্য ও প্রযুক্তি সহযোগিতা বাড়াতে হবে, যাতে বাইরের চাপ মোকাবেলা করা যায়। [500, 1830, 622, 1909]
paragraph: জাতিসংঘ নিরাপত্তা পরিষদের সংস্কারেরও দাবি জানান তিনি। তার মতে, ভেটো ক্ষমতার অপব্যবহার বিশ্ব শান্তির পথে বড় বাধা। [500, 1763, 622, 1829]
paragraph: রাশিয়ার জ্বালানি মন্ত্রণালয় জানিয়েছে, ক্ষতিগ্রস্ত স্থাপনাগুলো মেরামত করতে অন্তত তিন সপ্তাহ সময় লাগতে পারে। এই সময়ের মধ্যে অভ্যন্তরীণ চাহিদা পূরণকেই অগ্রাধিকার দেয়া হবে। [638, 1105, 907, 1238]
foreground-ground-shape [639, 255, 1183, 292]
masthead [10, 6, 1190, 52]
mahathir-byline: ● বার্তা সংস্থা [500, 1518, 622, 1533]
paragraph: জেনারেল থেকে বেসামরিক প্রেসিডেন্ট হিসেবে মিন অং হ্লাইংয়ের এই উত্থান গত ডিসেম্বর ও জানুয়ারিতে হওয়া এক বিতর্কিত নির্বাচনের ধারাবাহিকতা। এই নির্বাচনে প্রধান বিরোধী দলগুলোকে অংশগ্রহণের সুযোগ দেয়া হয়নি। [145, 775, 310, 854]
general-head-shape [195, 876, 260, 957]
panama-byline: ● আনাদোলু [500, 1096, 622, 1111]
paragraph: মধ্যপ্রাচ্যে চলমান সংঘাতের জেরে জ্বালানির দাম বাড়ায় মার্চ মাসে বিশ্বে খাদ্যদ্রব্যের দাম বেড়েছে বলে জানিয়েছে জাতিসংঘের খাদ্য ও কৃষি সংস্থা এফএও। [16, 991, 131, 1070]
paragraph: ২০২৪ সালের পর থেকে মধ্যপ্রাচ্যে পরিস্থিতি ক্রমেই জটিল হয়েছে। একের পর এক সামরিক অভিযান এবং পাল্টা হামলায় অঞ্চলটিতে মানবিক বিপর্যয় দেখা দিয়েছে বলে আন্তর্জাতিক সংস্থাগুলো জানিয়েছে। [638, 455, 883, 508]
paragraph: সৌদি আরবের কিং আব্দুল আজিজ পাবলিক লাইব্রেরি সম্প্রতি এক হাজার বছরের পুরনো একটি বিরল পাণ্ডুলিপি উন্মোচন করেছে। হাতে লেখা এই পাণ্ডুলিপিটি ইসলামী ইতিহাস ও আরবি সাহিত্যের অমূল্য নিদর্শন হিসেবে বিবেচিত হচ্ছে। বিশেষজ্ঞরা বলছেন, এটি মুসলিম সভ্যতার বুদ্ধিবৃত্তিক ঐতিহ্যের অন্যতম গুরুত্বপূর্ণ প্রমাণ। [16, 260, 131, 418]
paragraph: স্থানীয় প্রশাসন জানিয়েছে, রাতের আঁধারে সশস্ত্র একটি গোষ্ঠী কয়েকটি গ্রামে একযোগে হামলা চালায়। হামলাকারীরা ঘরবাড়িতে আগুন ধরিয়ে দেয়। [145, 1184, 310, 1237]
russia-oil-headline-line2[interactable]: জ্বালানি তেল রফতানি বন্ধ [638, 1071, 1184, 1099]
mid-divider-1 [145, 501, 622, 503]
masthead-meta [890, 11, 1190, 47]
lebanon-byline: ● রয়টার্স [1034, 385, 1184, 400]
paragraph: জাতিসংঘের শান্তিরক্ষা মিশন মনুস্কো ঘটনাস্থলে সেনা পাঠিয়েছে। আহতদের নিকটবর্তী হাসপাতালে সরিয়ে নেয়া হয়েছে। [145, 1238, 310, 1278]
paragraph: ২০২১ সালের ফেব্রুয়ারিতে সামরিক অভ্যুত্থানের মাধ্যমে ক্ষমতা দখলের পর থেকে মিন অং হ্লাইং কার্যত দেশটির সর্বোচ্চ ক্ষমতাধর ব্যক্তি ছিলেন। এবার আনুষ্ঠানিকভাবে তিনি রাষ্ট্রপ্রধানের দায়িত্ব গ্রহণ করলেন। [145, 654, 310, 733]
thai-headline-line4[interactable]: দোষারোপ [500, 557, 622, 573]
paragraph: অন্য দিকে ওয়াশিংটন দাবি করেছে, তাদের হামলা সামরিক লক্ষ্যবস্তুতেই সীমাবদ্ধ ছিল এবং বেসামরিক হতাহত এড়াতে সর্বোচ্চ সতর্কতা অবলম্বন করা হয়েছে। [469, 289, 622, 355]
paragraph: সাম্প্রতিক মাসগুলোতে কিউবায় দীর্ঘ সময় ধরে বিদ্যুৎ বিভ্রাট চলছে। কোনো কোনো অঞ্চলে দিনে ১২ ঘণ্টার বেশি সময় বিদ্যুৎ থাকছে না। এতে জনজীবনে ব্যাপক ভোগান্তি তৈরি হয়েছে। [16, 1744, 131, 1836]
paragraph: ট্রাম্প বলেছেন, যেসব কোম্পানি যুক্তরাষ্ট্রে কারখানা স্থাপন করবে তারা এই শুল্ক থেকে অব্যাহতি পাবে। তার ভাষায়, এটি দেশীয় শিল্পকে শক্তিশালী করার একটি কৌশল। [638, 930, 814, 983]
paragraph: গতকাল প্রকাশিত সংস্থাটির খাদ্যমূল্য সূচকে দেখা গেছে, মার্চে সূচক দাঁড়িয়েছে ১৩০ দশমিক ৪ পয়েন্টে, যা ফেব্রুয়ারির তুলনায় ২ দশমিক ৪ শতাংশ বেশি। [16, 1071, 131, 1150]
paragraph: লেবাননের প্রধানমন্ত্রী হামলার নিন্দা জানিয়ে বলেছেন, এটি দেশটির সার্বভৌমত্বের সুস্পষ্ট লঙ্ঘন। তিনি আন্তর্জাতিক সম্প্রদায়ের হস্তক্ষেপ দাবি করেছেন। [1034, 709, 1184, 775]
